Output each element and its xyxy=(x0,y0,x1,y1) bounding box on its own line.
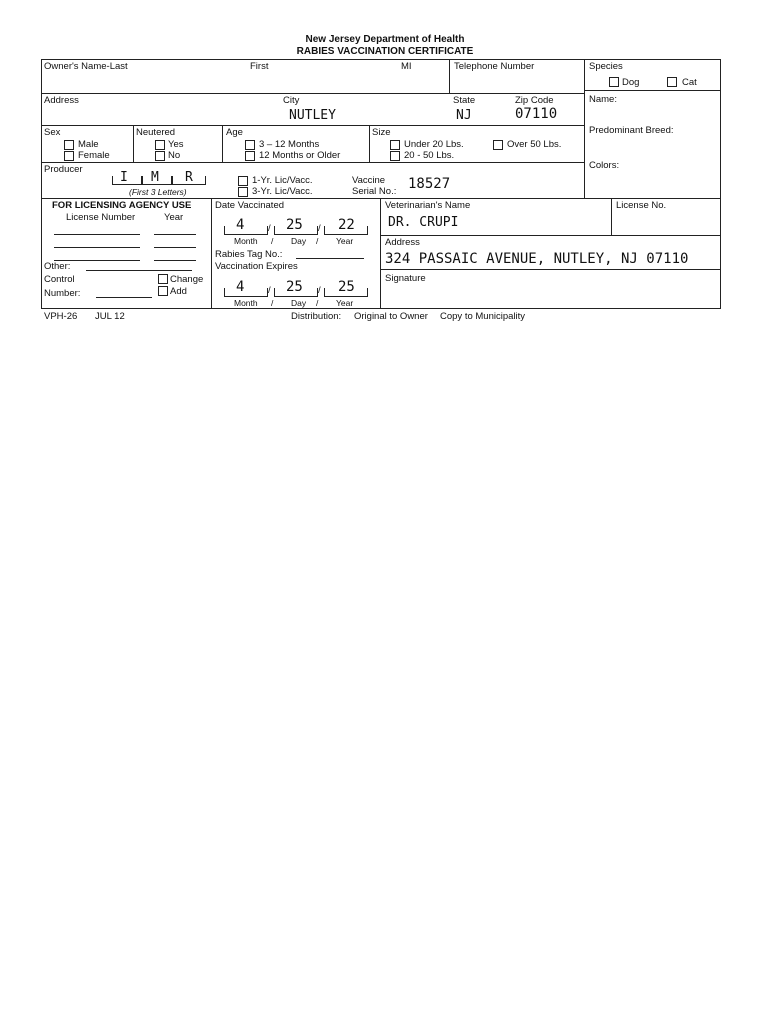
distribution-label: Distribution: xyxy=(291,311,342,322)
dog-checkbox[interactable] xyxy=(609,77,619,87)
telephone-label: Telephone Number xyxy=(454,61,535,72)
vacc-month-label: Month xyxy=(234,236,258,246)
producer-letter-2: M xyxy=(151,170,159,185)
age-3-12-label: 3 – 12 Months xyxy=(259,139,320,150)
age-12-plus-checkbox[interactable] xyxy=(245,151,255,161)
pet-name-label: Name: xyxy=(589,94,617,105)
agency-title: New Jersey Department of Health xyxy=(305,34,465,45)
neutered-yes-label: Yes xyxy=(168,139,184,150)
neutered-no-label: No xyxy=(168,150,181,161)
producer-letter-3: R xyxy=(185,170,193,185)
age-label: Age xyxy=(226,127,243,138)
age-3-12-checkbox[interactable] xyxy=(245,140,255,150)
producer-letter-1: I xyxy=(120,170,128,185)
vet-address-value: 324 PASSAIC AVENUE, NUTLEY, NJ 07110 xyxy=(385,251,689,267)
size-over-50-label: Over 50 Lbs. xyxy=(507,139,562,150)
age-12-plus-label: 12 Months or Older xyxy=(259,150,341,161)
producer-hint: (First 3 Letters) xyxy=(129,187,187,197)
vaccine-label: Vaccine xyxy=(352,175,386,186)
male-label: Male xyxy=(78,139,99,150)
license-year-label: Year xyxy=(164,212,184,223)
license-number-label: License Number xyxy=(66,212,136,223)
vet-address-label: Address xyxy=(385,237,420,248)
expires-day: 25 xyxy=(286,279,303,295)
frame-top xyxy=(41,59,721,60)
size-label: Size xyxy=(372,127,391,138)
add-checkbox[interactable] xyxy=(158,286,168,296)
female-checkbox[interactable] xyxy=(64,151,74,161)
dog-label: Dog xyxy=(622,77,640,88)
zip-label: Zip Code xyxy=(515,95,554,106)
exp-day-label: Day xyxy=(291,298,307,308)
producer-label: Producer xyxy=(44,164,83,175)
size-20-50-label: 20 - 50 Lbs. xyxy=(404,150,455,161)
cat-label: Cat xyxy=(682,77,697,88)
vet-license-label: License No. xyxy=(616,200,667,211)
control-label: Control xyxy=(44,274,75,285)
rabies-tag-label: Rabies Tag No.: xyxy=(215,249,283,260)
neutered-label: Neutered xyxy=(136,127,176,138)
other-label: Other: xyxy=(44,261,71,272)
form-revision: JUL 12 xyxy=(95,311,125,322)
colors-label: Colors: xyxy=(589,160,620,171)
city-label: City xyxy=(283,95,300,106)
one-year-checkbox[interactable] xyxy=(238,176,248,186)
exp-month-label: Month xyxy=(234,298,258,308)
female-label: Female xyxy=(78,150,110,161)
male-checkbox[interactable] xyxy=(64,140,74,150)
zip-value: 07110 xyxy=(515,106,558,122)
neutered-yes-checkbox[interactable] xyxy=(155,140,165,150)
address-label: Address xyxy=(44,95,79,106)
vaccinated-month: 4 xyxy=(236,217,245,233)
species-label: Species xyxy=(589,61,623,72)
change-checkbox[interactable] xyxy=(158,274,168,284)
licensing-title: FOR LICENSING AGENCY USE xyxy=(52,200,192,211)
exp-year-label: Year xyxy=(336,298,354,308)
serial-label: Serial No.: xyxy=(352,186,397,197)
distribution-original: Original to Owner xyxy=(354,311,428,322)
state-value: NJ xyxy=(456,108,472,123)
form-title: RABIES VACCINATION CERTIFICATE xyxy=(296,46,474,57)
size-over-50-checkbox[interactable] xyxy=(493,140,503,150)
change-label: Change xyxy=(170,274,204,285)
size-under-20-label: Under 20 Lbs. xyxy=(404,139,464,150)
three-year-label: 3-Yr. Lic/Vacc. xyxy=(252,186,313,197)
size-under-20-checkbox[interactable] xyxy=(390,140,400,150)
size-20-50-checkbox[interactable] xyxy=(390,151,400,161)
serial-value: 18527 xyxy=(408,176,451,192)
neutered-no-checkbox[interactable] xyxy=(155,151,165,161)
owner-last-name-label: Owner's Name-Last xyxy=(44,61,128,72)
owner-first-name-label: First xyxy=(250,61,269,72)
vacc-year-label: Year xyxy=(336,236,354,246)
state-label: State xyxy=(453,95,476,106)
date-vaccinated-label: Date Vaccinated xyxy=(215,200,285,211)
vaccination-expires-label: Vaccination Expires xyxy=(215,261,298,272)
distribution-copy: Copy to Municipality xyxy=(440,311,526,322)
city-value: NUTLEY xyxy=(289,108,336,123)
signature-label: Signature xyxy=(385,273,426,284)
frame-right xyxy=(720,59,721,308)
sex-label: Sex xyxy=(44,127,61,138)
breed-label: Predominant Breed: xyxy=(589,125,674,136)
vacc-day-label: Day xyxy=(291,236,307,246)
vaccinated-day: 25 xyxy=(286,217,303,233)
expires-month: 4 xyxy=(236,279,245,295)
add-label: Add xyxy=(170,286,187,297)
expires-year: 25 xyxy=(338,279,355,295)
vaccinated-year: 22 xyxy=(338,217,355,233)
one-year-label: 1-Yr. Lic/Vacc. xyxy=(252,175,313,186)
owner-mi-label: MI xyxy=(401,61,412,72)
species-column-divider xyxy=(584,59,585,199)
vet-name-value: DR. CRUPI xyxy=(388,215,459,230)
control-number-label: Number: xyxy=(44,288,81,299)
three-year-checkbox[interactable] xyxy=(238,187,248,197)
vet-name-label: Veterinarian's Name xyxy=(385,200,471,211)
frame-left xyxy=(41,59,42,308)
form-code: VPH-26 xyxy=(44,311,78,322)
cat-checkbox[interactable] xyxy=(667,77,677,87)
frame-bottom xyxy=(41,308,721,309)
